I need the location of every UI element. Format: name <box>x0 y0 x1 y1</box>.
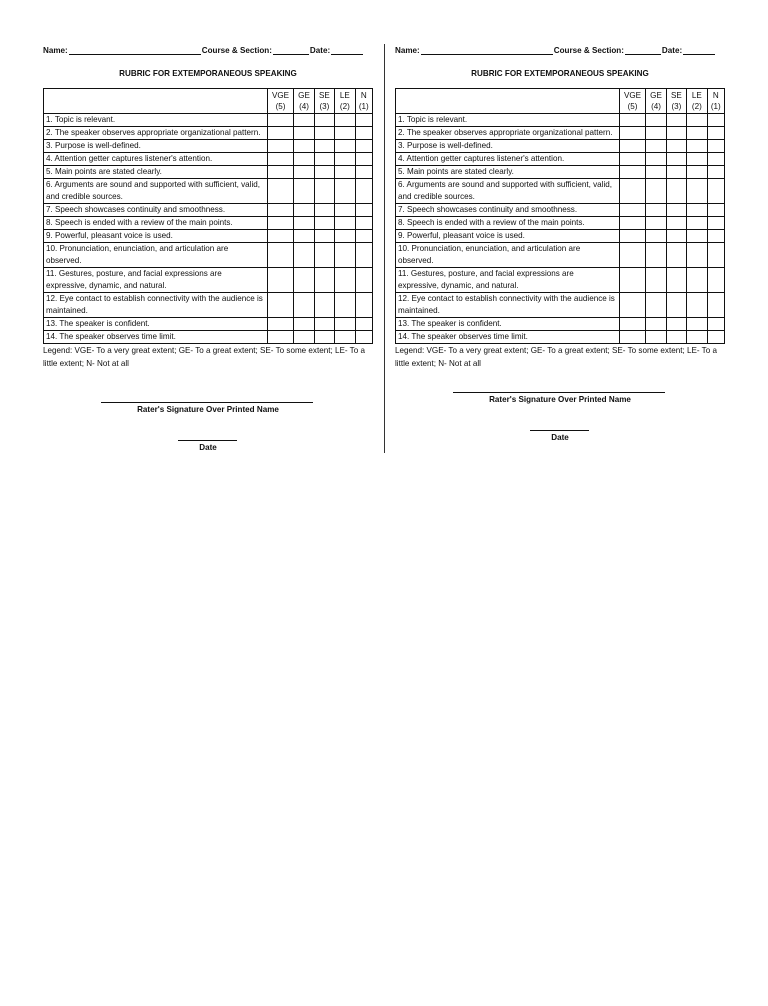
rating-cell[interactable] <box>707 204 724 217</box>
rating-cell[interactable] <box>646 153 666 166</box>
rating-cell[interactable] <box>314 114 334 127</box>
rating-cell[interactable] <box>355 204 372 217</box>
rating-cell[interactable] <box>335 166 355 179</box>
rating-cell[interactable] <box>619 127 646 140</box>
name-label: Name: <box>43 46 68 55</box>
rubric-title: RUBRIC FOR EXTEMPORANEOUS SPEAKING <box>471 69 649 78</box>
name-field[interactable] <box>421 46 553 55</box>
criterion-row <box>44 204 373 217</box>
rating-cell[interactable] <box>294 243 314 268</box>
rating-cell[interactable] <box>335 179 355 204</box>
criterion-row <box>396 331 725 344</box>
name-field[interactable] <box>69 46 201 55</box>
criterion-row <box>396 153 725 166</box>
criterion-text: 6. Arguments are sound and supported with sufficient, valid, and credible sources. <box>396 179 620 204</box>
rating-cell[interactable] <box>267 166 294 179</box>
rubric-sheet-left <box>43 44 373 452</box>
rating-cell[interactable] <box>355 331 372 344</box>
criterion-text: 7. Speech showcases continuity and smoothness. <box>44 204 268 217</box>
rating-cell[interactable] <box>687 204 707 217</box>
criterion-row <box>44 293 373 318</box>
course-section-field[interactable] <box>273 46 309 55</box>
criterion-row <box>44 153 373 166</box>
rating-cell[interactable] <box>687 153 707 166</box>
criterion-text: 1. Topic is relevant. <box>396 114 620 127</box>
rating-cell[interactable] <box>687 114 707 127</box>
rating-cell[interactable] <box>707 217 724 230</box>
rating-cell[interactable] <box>687 318 707 331</box>
rating-cell[interactable] <box>646 268 666 293</box>
rating-cell[interactable] <box>294 204 314 217</box>
rating-cell[interactable] <box>666 331 686 344</box>
rating-header <box>335 89 355 114</box>
date-field[interactable] <box>331 46 363 55</box>
rating-cell[interactable] <box>294 114 314 127</box>
rating-cell[interactable] <box>294 140 314 153</box>
rating-cell[interactable] <box>355 230 372 243</box>
rating-cell[interactable] <box>335 268 355 293</box>
footer-date-label: Date <box>199 443 217 452</box>
rating-cell[interactable] <box>355 179 372 204</box>
rating-cell[interactable] <box>619 114 646 127</box>
date-field[interactable] <box>683 46 715 55</box>
rating-cell[interactable] <box>355 166 372 179</box>
rating-score: (5) <box>627 102 638 111</box>
criterion-text: 10. Pronunciation, enunciation, and articulation are observed. <box>396 243 620 268</box>
rating-cell[interactable] <box>619 230 646 243</box>
rating-cell[interactable] <box>707 166 724 179</box>
rating-cell[interactable] <box>355 293 372 318</box>
rating-header <box>314 89 334 114</box>
criterion-row <box>396 230 725 243</box>
rubric-header-row <box>44 89 373 114</box>
student-info-header <box>395 44 725 55</box>
signature-label: Rater's Signature Over Printed Name <box>489 395 631 404</box>
rating-cell[interactable] <box>666 114 686 127</box>
criterion-row <box>396 217 725 230</box>
criterion-text: 8. Speech is ended with a review of the main points. <box>396 217 620 230</box>
rating-cell[interactable] <box>294 331 314 344</box>
rating-cell[interactable] <box>294 153 314 166</box>
rating-cell[interactable] <box>687 243 707 268</box>
rating-cell[interactable] <box>314 166 334 179</box>
cut-divider <box>384 44 385 453</box>
rating-cell[interactable] <box>687 293 707 318</box>
rating-cell[interactable] <box>707 127 724 140</box>
rating-cell[interactable] <box>314 318 334 331</box>
rating-cell[interactable] <box>267 114 294 127</box>
rating-cell[interactable] <box>294 318 314 331</box>
criterion-row <box>44 127 373 140</box>
rating-cell[interactable] <box>619 318 646 331</box>
rating-cell[interactable] <box>267 268 294 293</box>
rating-cell[interactable] <box>687 331 707 344</box>
rating-cell[interactable] <box>687 217 707 230</box>
legend-text: Legend: VGE- To a very great extent; GE- To a great extent; SE- To some extent; LE- To a little extent; N- Not at all <box>43 346 365 368</box>
rating-abbr: N <box>712 91 719 100</box>
criterion-text: 11. Gestures, posture, and facial expressions are expressive, dynamic, and natural. <box>44 268 268 293</box>
criterion-text: 11. Gestures, posture, and facial expressions are expressive, dynamic, and natural. <box>396 268 620 293</box>
rating-abbr: SE <box>671 91 682 100</box>
rating-cell[interactable] <box>294 217 314 230</box>
criterion-row <box>44 243 373 268</box>
rating-cell[interactable] <box>314 243 334 268</box>
course-section-label: Course & Section: <box>553 46 624 55</box>
rating-cell[interactable] <box>314 179 334 204</box>
rating-score: (2) <box>691 102 702 111</box>
rating-cell[interactable] <box>619 268 646 293</box>
rating-cell[interactable] <box>294 230 314 243</box>
criterion-row <box>44 318 373 331</box>
criterion-text: 4. Attention getter captures listener's attention. <box>44 153 268 166</box>
rating-header <box>294 89 314 114</box>
rating-cell[interactable] <box>619 153 646 166</box>
rating-cell[interactable] <box>335 127 355 140</box>
criterion-text: 12. Eye contact to establish connectivity with the audience is maintained. <box>44 293 268 318</box>
rating-cell[interactable] <box>646 230 666 243</box>
signature-label: Rater's Signature Over Printed Name <box>137 405 279 414</box>
criterion-text: 9. Powerful, pleasant voice is used. <box>44 230 268 243</box>
rating-cell[interactable] <box>355 217 372 230</box>
rating-cell[interactable] <box>666 318 686 331</box>
rating-cell[interactable] <box>666 204 686 217</box>
rating-cell[interactable] <box>646 204 666 217</box>
rating-score: (4) <box>299 102 309 111</box>
criterion-row <box>44 331 373 344</box>
rating-abbr: SE <box>319 91 330 100</box>
criteria-header <box>44 89 268 114</box>
rating-cell[interactable] <box>355 243 372 268</box>
criterion-row <box>396 318 725 331</box>
criterion-text: 6. Arguments are sound and supported with sufficient, valid, and credible sources. <box>44 179 268 204</box>
rating-cell[interactable] <box>294 293 314 318</box>
rating-cell[interactable] <box>355 140 372 153</box>
rating-cell[interactable] <box>335 204 355 217</box>
rubric-table <box>395 88 725 344</box>
rubric-sheet-right <box>395 44 725 442</box>
rating-cell[interactable] <box>646 318 666 331</box>
footer-date-label: Date <box>551 433 569 442</box>
rating-cell[interactable] <box>335 140 355 153</box>
rating-cell[interactable] <box>707 230 724 243</box>
rating-cell[interactable] <box>707 243 724 268</box>
rating-cell[interactable] <box>314 230 334 243</box>
criterion-text: 12. Eye contact to establish connectivity with the audience is maintained. <box>396 293 620 318</box>
criterion-row <box>44 179 373 204</box>
criterion-row <box>396 114 725 127</box>
rating-header <box>687 89 707 114</box>
rating-cell[interactable] <box>619 179 646 204</box>
criterion-text: 2. The speaker observes appropriate organizational pattern. <box>44 127 268 140</box>
criterion-row <box>396 204 725 217</box>
rating-cell[interactable] <box>267 293 294 318</box>
criterion-text: 13. The speaker is confident. <box>396 318 620 331</box>
rating-cell[interactable] <box>619 166 646 179</box>
rating-abbr: LE <box>691 91 702 100</box>
rating-cell[interactable] <box>335 114 355 127</box>
name-label: Name: <box>395 46 420 55</box>
rating-cell[interactable] <box>707 179 724 204</box>
rating-cell[interactable] <box>314 140 334 153</box>
rating-abbr: GE <box>298 91 310 100</box>
criterion-row <box>44 140 373 153</box>
rating-cell[interactable] <box>687 140 707 153</box>
rating-cell[interactable] <box>335 217 355 230</box>
criterion-text: 1. Topic is relevant. <box>44 114 268 127</box>
rating-cell[interactable] <box>646 114 666 127</box>
rating-header <box>267 89 294 114</box>
rating-header <box>666 89 686 114</box>
rating-cell[interactable] <box>335 230 355 243</box>
criterion-row <box>396 140 725 153</box>
criterion-text: 14. The speaker observes time limit. <box>396 331 620 344</box>
rating-cell[interactable] <box>646 179 666 204</box>
rating-cell[interactable] <box>619 204 646 217</box>
rating-cell[interactable] <box>355 268 372 293</box>
criterion-text: 4. Attention getter captures listener's attention. <box>396 153 620 166</box>
criterion-text: 14. The speaker observes time limit. <box>44 331 268 344</box>
date-label: Date: <box>309 46 331 55</box>
rating-cell[interactable] <box>619 140 646 153</box>
rating-cell[interactable] <box>294 268 314 293</box>
rating-cell[interactable] <box>294 179 314 204</box>
signature-line[interactable] <box>453 392 665 393</box>
rating-cell[interactable] <box>355 114 372 127</box>
rating-cell[interactable] <box>267 318 294 331</box>
rating-cell[interactable] <box>335 243 355 268</box>
rating-cell[interactable] <box>267 140 294 153</box>
rating-cell[interactable] <box>267 331 294 344</box>
criterion-row <box>396 166 725 179</box>
rating-cell[interactable] <box>666 179 686 204</box>
rating-cell[interactable] <box>707 114 724 127</box>
criterion-text: 13. The speaker is confident. <box>44 318 268 331</box>
rating-cell[interactable] <box>666 230 686 243</box>
rating-cell[interactable] <box>619 217 646 230</box>
criterion-row <box>396 243 725 268</box>
rating-cell[interactable] <box>314 127 334 140</box>
rating-cell[interactable] <box>646 127 666 140</box>
rating-cell[interactable] <box>355 153 372 166</box>
rating-cell[interactable] <box>335 331 355 344</box>
rating-cell[interactable] <box>314 204 334 217</box>
rating-header <box>355 89 372 114</box>
criterion-row <box>396 127 725 140</box>
criterion-text: 8. Speech is ended with a review of the main points. <box>44 217 268 230</box>
footer-date-line[interactable] <box>530 430 589 431</box>
course-section-label: Course & Section: <box>201 46 272 55</box>
rating-cell[interactable] <box>666 268 686 293</box>
criterion-row <box>396 293 725 318</box>
rating-cell[interactable] <box>707 293 724 318</box>
rating-cell[interactable] <box>646 243 666 268</box>
criterion-row <box>44 217 373 230</box>
rating-cell[interactable] <box>666 140 686 153</box>
rating-cell[interactable] <box>646 217 666 230</box>
rating-cell[interactable] <box>666 127 686 140</box>
rating-cell[interactable] <box>687 179 707 204</box>
rating-cell[interactable] <box>335 293 355 318</box>
rating-cell[interactable] <box>666 217 686 230</box>
rating-cell[interactable] <box>666 153 686 166</box>
signature-line[interactable] <box>101 402 313 403</box>
rating-score: (1) <box>358 102 369 111</box>
rating-cell[interactable] <box>355 318 372 331</box>
rating-score: (4) <box>651 102 661 111</box>
rating-cell[interactable] <box>687 230 707 243</box>
rating-cell[interactable] <box>314 293 334 318</box>
criterion-row <box>396 268 725 293</box>
date-label: Date: <box>661 46 683 55</box>
rating-cell[interactable] <box>267 217 294 230</box>
rating-header <box>646 89 666 114</box>
student-info-header <box>43 44 373 55</box>
rating-cell[interactable] <box>707 268 724 293</box>
rating-cell[interactable] <box>687 127 707 140</box>
rating-cell[interactable] <box>666 293 686 318</box>
rating-cell[interactable] <box>355 127 372 140</box>
rubric-title: RUBRIC FOR EXTEMPORANEOUS SPEAKING <box>119 69 297 78</box>
rating-cell[interactable] <box>619 331 646 344</box>
rating-abbr: N <box>360 91 367 100</box>
criterion-text: 7. Speech showcases continuity and smoothness. <box>396 204 620 217</box>
rating-cell[interactable] <box>619 293 646 318</box>
rating-cell[interactable] <box>294 166 314 179</box>
criterion-text: 3. Purpose is well-defined. <box>396 140 620 153</box>
rating-cell[interactable] <box>707 140 724 153</box>
rating-cell[interactable] <box>666 166 686 179</box>
criterion-text: 2. The speaker observes appropriate organizational pattern. <box>396 127 620 140</box>
criterion-row <box>44 268 373 293</box>
rubric-table <box>43 88 373 344</box>
criterion-row <box>44 230 373 243</box>
rating-cell[interactable] <box>707 331 724 344</box>
rating-score: (3) <box>671 102 682 111</box>
rating-cell[interactable] <box>267 243 294 268</box>
criterion-text: 3. Purpose is well-defined. <box>44 140 268 153</box>
rating-cell[interactable] <box>335 318 355 331</box>
rating-cell[interactable] <box>267 153 294 166</box>
criterion-text: 10. Pronunciation, enunciation, and articulation are observed. <box>44 243 268 268</box>
rating-score: (1) <box>710 102 721 111</box>
criterion-row <box>396 179 725 204</box>
rating-cell[interactable] <box>294 127 314 140</box>
rating-abbr: LE <box>339 91 350 100</box>
criterion-text: 5. Main points are stated clearly. <box>396 166 620 179</box>
rating-score: (2) <box>339 102 350 111</box>
rating-cell[interactable] <box>267 179 294 204</box>
rating-cell[interactable] <box>707 153 724 166</box>
rubric-header-row <box>396 89 725 114</box>
rating-score: (5) <box>275 102 286 111</box>
rating-cell[interactable] <box>314 217 334 230</box>
rating-abbr: GE <box>650 91 662 100</box>
rating-cell[interactable] <box>646 293 666 318</box>
rating-cell[interactable] <box>646 331 666 344</box>
rating-cell[interactable] <box>687 268 707 293</box>
criteria-header <box>396 89 620 114</box>
rating-cell[interactable] <box>267 127 294 140</box>
rating-cell[interactable] <box>646 166 666 179</box>
rating-cell[interactable] <box>707 318 724 331</box>
rating-abbr: VGE <box>623 91 642 100</box>
rating-cell[interactable] <box>267 204 294 217</box>
rating-cell[interactable] <box>267 230 294 243</box>
criterion-row <box>44 114 373 127</box>
criterion-text: 9. Powerful, pleasant voice is used. <box>396 230 620 243</box>
criterion-text: 5. Main points are stated clearly. <box>44 166 268 179</box>
rating-cell[interactable] <box>335 153 355 166</box>
rating-cell[interactable] <box>619 243 646 268</box>
rating-cell[interactable] <box>314 268 334 293</box>
rating-cell[interactable] <box>314 331 334 344</box>
rating-header <box>619 89 646 114</box>
rating-cell[interactable] <box>666 243 686 268</box>
rating-header <box>707 89 724 114</box>
footer-date-line[interactable] <box>178 440 237 441</box>
rating-cell[interactable] <box>646 140 666 153</box>
legend-text: Legend: VGE- To a very great extent; GE- To a great extent; SE- To some extent; LE- To a little extent; N- Not at all <box>395 346 717 368</box>
rating-cell[interactable] <box>314 153 334 166</box>
criterion-row <box>44 166 373 179</box>
rating-abbr: VGE <box>271 91 290 100</box>
course-section-field[interactable] <box>625 46 661 55</box>
rating-score: (3) <box>319 102 330 111</box>
rating-cell[interactable] <box>687 166 707 179</box>
